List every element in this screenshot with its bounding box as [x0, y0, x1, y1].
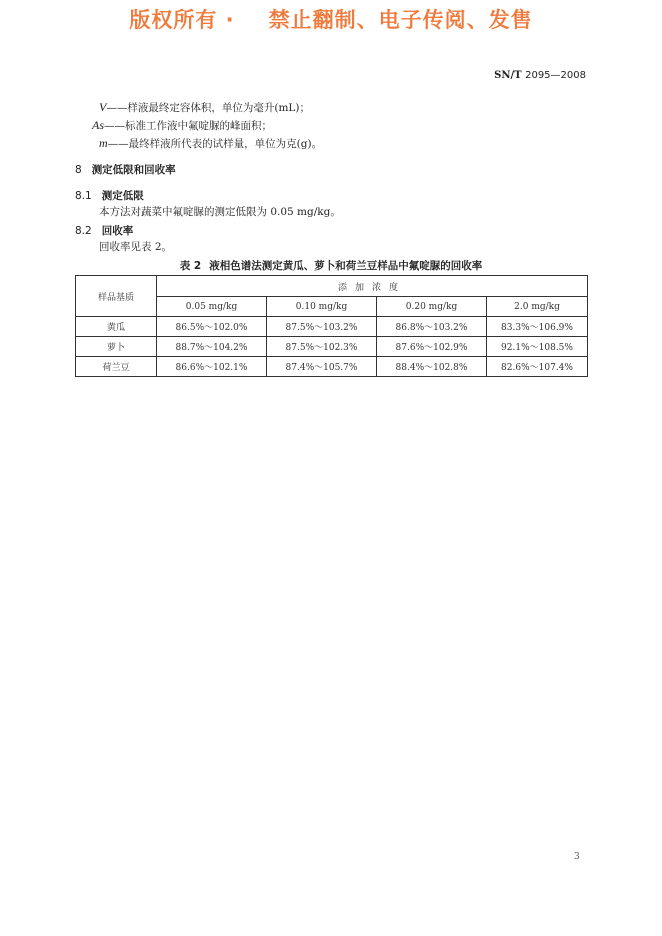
value-cell: 87.6%～102.9%	[377, 337, 487, 357]
column-header: 0.20 mg/kg	[377, 297, 487, 317]
value-cell: 86.5%～102.0%	[157, 317, 267, 337]
table-row	[76, 357, 588, 377]
table-title: 液相色谱法测定黄瓜、萝卜和荷兰豆样品中氟啶脲的回收率	[209, 260, 483, 272]
table-number: 表 2	[179, 260, 202, 272]
section-number: 8	[75, 164, 82, 176]
value-cell: 83.3%～106.9%	[487, 317, 588, 337]
row-header-matrix: 样品基质	[76, 276, 157, 317]
column-header: 2.0 mg/kg	[487, 297, 588, 317]
table-row	[76, 337, 588, 357]
definition-text: ——最终样液所代表的试样量，单位为克(g)。	[107, 138, 323, 150]
value-cell: 82.6%～107.4%	[487, 357, 588, 377]
definition-text: ——样液最终定容体积，单位为毫升(mL)；	[106, 102, 310, 114]
standard-number: 2095—2008	[525, 70, 586, 81]
value-cell: 92.1%～108.5%	[487, 337, 588, 357]
definition-symbol: m	[99, 136, 108, 150]
section-number: 8.2	[75, 225, 92, 237]
definition-volume	[99, 100, 310, 115]
standard-code	[494, 70, 586, 81]
value-cell: 88.4%～102.8%	[377, 357, 487, 377]
table-header-row	[76, 276, 588, 297]
section-8-2-heading	[75, 223, 133, 238]
value-cell: 86.6%～102.1%	[157, 357, 267, 377]
value-cell: 87.5%～102.3%	[267, 337, 377, 357]
value-cell: 87.5%～103.2%	[267, 317, 377, 337]
definition-peak-area	[92, 118, 272, 133]
page-number: 3	[574, 852, 580, 862]
column-header: 0.10 mg/kg	[267, 297, 377, 317]
section-8-1-heading	[75, 188, 144, 203]
value-cell: 87.4%～105.7%	[267, 357, 377, 377]
definition-mass	[99, 136, 322, 151]
watermark-part1: 版权所有 ·	[129, 8, 235, 32]
table-caption	[75, 258, 587, 273]
matrix-cell: 荷兰豆	[76, 357, 157, 377]
section-8-heading	[75, 162, 176, 177]
recovery-table	[75, 275, 588, 377]
section-8-1-body: 本方法对蔬菜中氟啶脲的测定低限为 0.05 mg/kg。	[99, 206, 341, 218]
value-cell: 86.8%～103.2%	[377, 317, 487, 337]
watermark-banner	[0, 4, 662, 34]
section-number: 8.1	[75, 190, 92, 202]
definition-symbol: V	[99, 100, 107, 114]
definition-text: ——标准工作液中氟啶脲的峰面积；	[104, 120, 272, 132]
matrix-cell: 萝卜	[76, 337, 157, 357]
table-row	[76, 317, 588, 337]
standard-prefix: SN/T	[494, 70, 522, 81]
section-title: 回收率	[101, 225, 134, 237]
group-header-concentration: 添加浓度	[157, 276, 588, 297]
column-header: 0.05 mg/kg	[157, 297, 267, 317]
section-title: 测定低限和回收率	[91, 164, 176, 176]
section-title: 测定低限	[101, 190, 144, 202]
section-8-2-body: 回收率见表 2。	[99, 241, 173, 253]
definition-symbol: As	[92, 118, 104, 132]
matrix-cell: 黄瓜	[76, 317, 157, 337]
value-cell: 88.7%～104.2%	[157, 337, 267, 357]
watermark-part2: 禁止翻制、电子传阅、发售	[268, 8, 533, 32]
